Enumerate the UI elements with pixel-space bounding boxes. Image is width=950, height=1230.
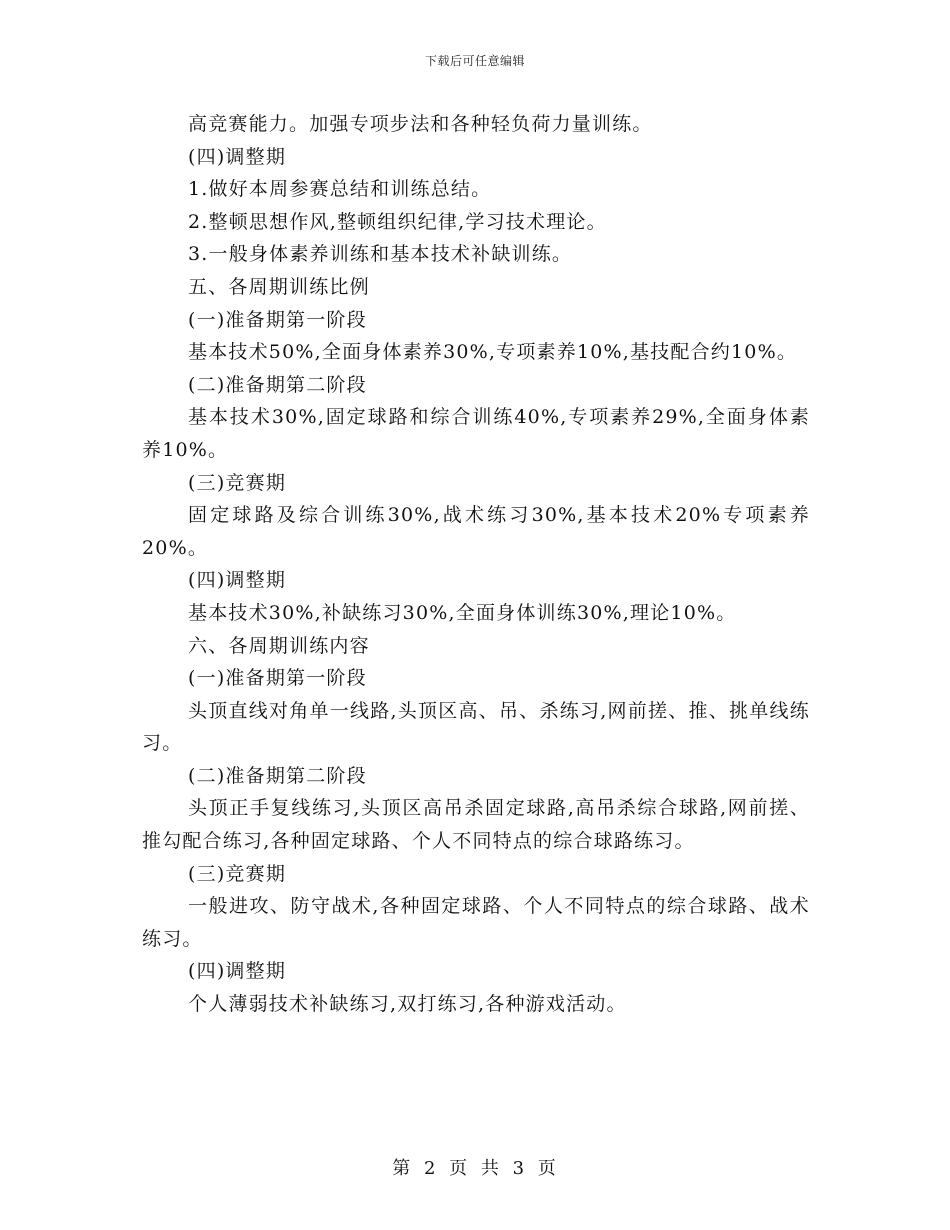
subsection-heading: (二)准备期第二阶段 (188, 764, 367, 787)
subsection-heading: (二)准备期第二阶段 (188, 373, 367, 396)
paragraph: 基本技术30%,固定球路和综合训练40%,专项素养29%,全面身体素养10%。 (142, 406, 810, 461)
page-number-footer: 第 2 页 共 3 页 (392, 1158, 558, 1179)
paragraph: 个人薄弱技术补缺练习,双打练习,各种游戏活动。 (188, 993, 627, 1016)
paragraph: 头顶正手复线练习,头顶区高吊杀固定球路,高吊杀综合球路,网前搓、推勾配合练习,各种固定球路、个人不同特点的综合球路练习。 (142, 797, 810, 853)
subsection-heading: (一)准备期第一阶段 (188, 667, 367, 690)
subsection-heading: (四)调整期 (188, 960, 287, 983)
paragraph: 固定球路及综合训练30%,战术练习30%,基本技术20%专项素养20%。 (142, 504, 810, 559)
subsection-heading: (三)竞赛期 (188, 471, 287, 494)
subsection-heading: (一)准备期第一阶段 (188, 308, 367, 331)
paragraph: 基本技术30%,补缺练习30%,全面身体训练30%,理论10%。 (188, 601, 737, 624)
subsection-heading: (三)竞赛期 (188, 862, 287, 885)
list-item: 3.一般身体素养训练和基本技术补缺训练。 (188, 243, 573, 266)
list-item: 2.整顿思想作风,整顿组织纪律,学习技术理论。 (188, 210, 607, 233)
subsection-heading: (四)调整期 (188, 569, 287, 592)
paragraph: 头顶直线对角单一线路,头顶区高、吊、杀练习,网前搓、推、挑单线练习。 (142, 699, 810, 755)
paragraph: 高竞赛能力。加强专项步法和各种轻负荷力量训练。 (188, 113, 653, 135)
paragraph: 一般进攻、防守战术,各种固定球路、个人不同特点的综合球路、战术练习。 (142, 895, 810, 950)
document-body (142, 108, 810, 1021)
section-heading: 五、各周期训练比例 (188, 275, 370, 298)
paragraph: 基本技术50%,全面身体素养30%,专项素养10%,基技配合约10%。 (188, 341, 798, 364)
section-heading: (四)调整期 (188, 145, 287, 168)
page-header: 下载后可任意编辑 (424, 54, 525, 68)
list-item: 1.做好本周参赛总结和训练总结。 (188, 178, 492, 201)
section-heading: 六、各周期训练内容 (188, 634, 370, 657)
